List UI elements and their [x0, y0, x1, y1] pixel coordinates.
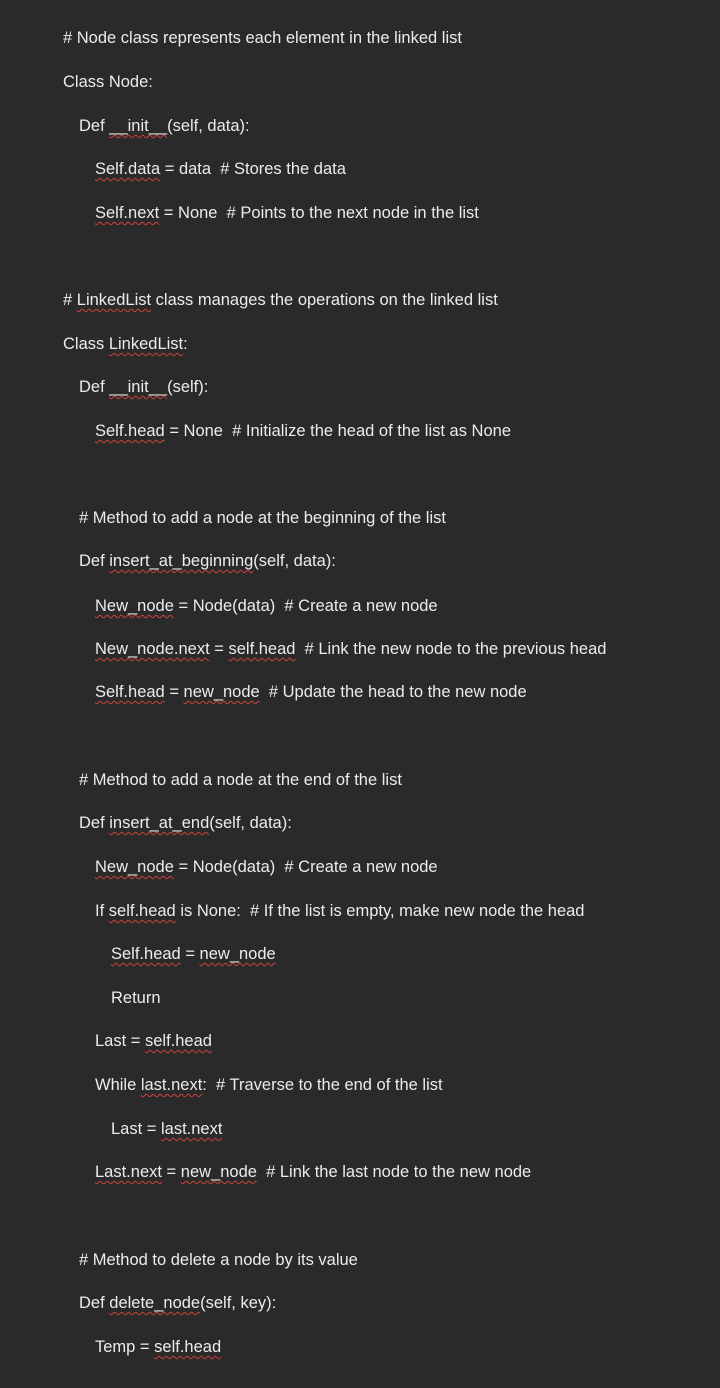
code-text: If: [95, 902, 109, 920]
spellcheck-flagged-word: Self.data: [95, 160, 161, 178]
code-text: Return: [111, 989, 161, 1007]
code-line: [79, 1291, 276, 1315]
code-text: =: [209, 640, 229, 658]
spellcheck-flagged-word: insert_at_end: [109, 814, 210, 832]
code-text: (self):: [167, 378, 209, 396]
code-text: is None: # If the list is empty, make new node the head: [175, 902, 585, 920]
code-text: While: [95, 1076, 141, 1094]
code-line: [79, 811, 292, 835]
code-text: Def: [79, 378, 110, 396]
spellcheck-flagged-word: Last.next: [95, 1163, 162, 1181]
spellcheck-flagged-word: new_node: [183, 683, 260, 701]
code-text: = Node(data) # Create a new node: [173, 858, 438, 876]
code-text: Last =: [95, 1032, 145, 1050]
code-line: [111, 942, 276, 966]
spellcheck-flagged-word: self.head: [154, 1338, 222, 1356]
spellcheck-flagged-word: delete_node: [109, 1294, 201, 1312]
code-text: # Node class represents each element in the linked list: [63, 29, 462, 47]
code-text: # Method to delete a node by its value: [79, 1251, 358, 1269]
spellcheck-flagged-word: Self.next: [95, 204, 160, 222]
spellcheck-flagged-word: insert_at_beginning: [109, 552, 254, 570]
code-text: : # Traverse to the end of the list: [202, 1076, 443, 1094]
code-line: [63, 332, 188, 356]
spellcheck-flagged-word: LinkedList: [76, 291, 152, 309]
code-line: [79, 1248, 358, 1272]
code-text: =: [164, 683, 184, 701]
code-text: # Method to add a node at the end of the list: [79, 771, 402, 789]
code-line: [95, 899, 584, 923]
code-text: (self, data):: [209, 814, 292, 832]
code-line: [95, 1160, 531, 1184]
code-text: Def: [79, 552, 110, 570]
spellcheck-flagged-word: last.next: [140, 1076, 203, 1094]
code-text: = None # Initialize the head of the list as None: [164, 422, 511, 440]
code-line: [95, 1073, 443, 1097]
code-text: (self, key):: [200, 1294, 277, 1312]
code-line: [95, 1335, 221, 1359]
code-line: [79, 375, 208, 399]
spellcheck-flagged-word: last.next: [161, 1120, 223, 1138]
code-line: [63, 26, 462, 50]
spellcheck-flagged-word: new_node: [199, 945, 276, 963]
spellcheck-flagged-word: New_node.next: [95, 640, 210, 658]
code-text: # Update the head to the new node: [259, 683, 527, 701]
spellcheck-flagged-word: New_node: [95, 858, 174, 876]
code-line: [95, 157, 346, 181]
spellcheck-flagged-word: self.head: [228, 640, 296, 658]
code-text: Def: [79, 1294, 110, 1312]
code-text: Temp =: [95, 1338, 155, 1356]
code-line: [79, 114, 250, 138]
code-line: [95, 680, 527, 704]
code-text: Class Node:: [63, 73, 153, 91]
code-line: [95, 201, 479, 225]
code-text: class manages the operations on the linked list: [151, 291, 498, 309]
spellcheck-flagged-word: Self.head: [95, 422, 165, 440]
code-text: Last =: [111, 1120, 161, 1138]
code-text: = Node(data) # Create a new node: [173, 597, 438, 615]
code-text: =: [180, 945, 200, 963]
code-line: [95, 594, 438, 618]
code-line: [79, 549, 336, 573]
code-line: [79, 768, 402, 792]
code-line: [95, 637, 606, 661]
code-line: [95, 419, 511, 443]
spellcheck-flagged-word: __init__: [109, 378, 168, 396]
code-text: :: [183, 335, 188, 353]
spellcheck-flagged-word: self.head: [145, 1032, 212, 1050]
spellcheck-flagged-word: Self.head: [95, 683, 165, 701]
code-text: =: [161, 1163, 181, 1181]
code-text: Def: [79, 117, 110, 135]
code-text: #: [63, 291, 77, 309]
spellcheck-flagged-word: Self.head: [111, 945, 181, 963]
code-text: (self, data):: [253, 552, 336, 570]
spellcheck-flagged-word: LinkedList: [108, 335, 184, 353]
code-text: # Link the last node to the new node: [256, 1163, 532, 1181]
code-line: [111, 986, 161, 1010]
code-text: = None # Points to the next node in the list: [159, 204, 479, 222]
code-text: Def: [79, 814, 110, 832]
code-line: [79, 506, 446, 530]
code-line: [63, 288, 498, 312]
code-line: [95, 1029, 212, 1053]
spellcheck-flagged-word: new_node: [180, 1163, 257, 1181]
code-text: # Method to add a node at the beginning of the list: [79, 509, 446, 527]
code-text: Class: [63, 335, 109, 353]
code-text: (self, data):: [167, 117, 250, 135]
code-line: [95, 855, 438, 879]
code-line: [111, 1117, 222, 1141]
code-text: = data # Stores the data: [160, 160, 346, 178]
code-text: # Link the new node to the previous head: [295, 640, 607, 658]
spellcheck-flagged-word: self.head: [108, 902, 176, 920]
spellcheck-flagged-word: __init__: [109, 117, 168, 135]
spellcheck-flagged-word: New_node: [95, 597, 174, 615]
code-line: [63, 70, 153, 94]
